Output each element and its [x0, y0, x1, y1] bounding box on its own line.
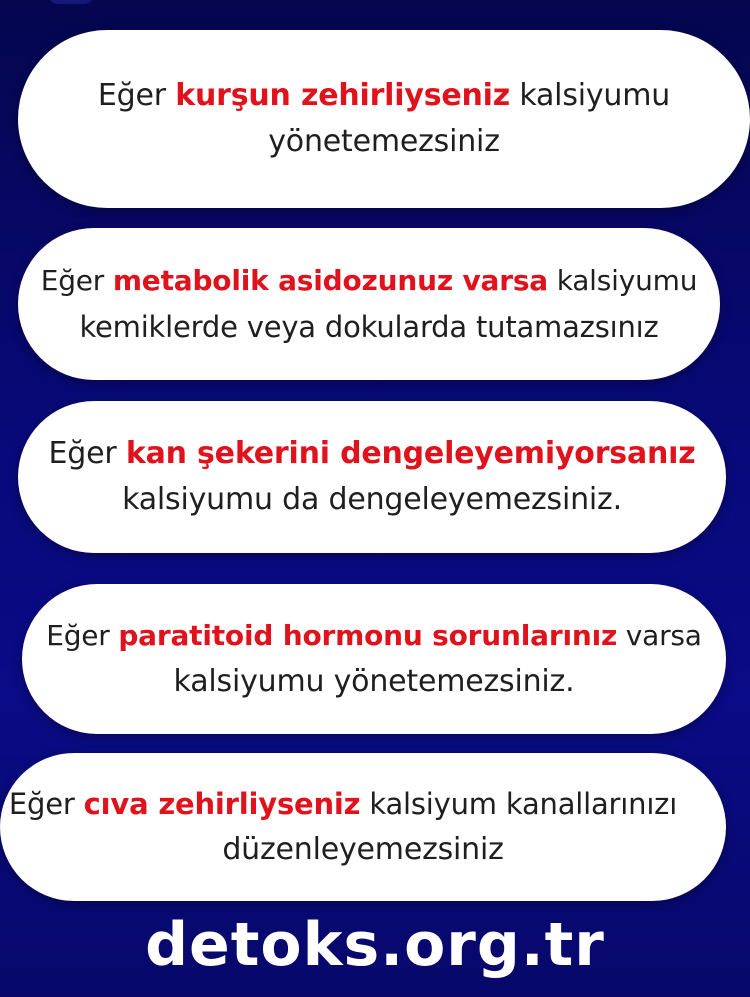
card-highlight: cıva zehirliyseniz [83, 787, 361, 821]
top-decoration [48, 0, 94, 4]
info-card-parathyroid [22, 584, 726, 734]
info-card-metabolic-acidosis [18, 228, 720, 380]
card-line-2: düzenleyemezsiniz [222, 832, 504, 867]
card-line-1 [9, 781, 677, 827]
card-highlight: paratitoid hormonu sorunlarınız [118, 619, 618, 652]
card-prefix: Eğer [40, 264, 113, 297]
card-prefix: Eğer [46, 619, 119, 652]
card-suffix: kalsiyumu [548, 264, 698, 297]
card-highlight: kan şekerini dengeleyemiyorsanız [125, 436, 696, 471]
card-highlight: kurşun zehirliyseniz [175, 78, 511, 113]
card-suffix: kalsiyum kanallarınızı [360, 787, 678, 821]
card-prefix: Eğer [97, 78, 176, 113]
card-highlight: metabolik asidozunuz varsa [112, 264, 548, 297]
card-prefix: Eğer [8, 787, 84, 821]
card-line-2: kalsiyumu yönetemezsiniz. [173, 664, 575, 699]
card-line-1 [98, 73, 670, 119]
card-line-1 [41, 258, 698, 304]
card-line-1 [46, 613, 702, 659]
site-watermark: detoks.org.tr [145, 910, 605, 980]
info-card-lead [18, 30, 750, 208]
info-card-blood-sugar [18, 401, 726, 553]
card-suffix: kalsiyumu [510, 78, 671, 113]
card-line-1 [48, 431, 695, 477]
card-line-2: kemiklerde veya dokularda tutamazsınız [79, 310, 659, 344]
card-line-2: kalsiyumu da dengeleyemezsiniz. [122, 482, 622, 517]
info-card-mercury [0, 753, 726, 901]
card-prefix: Eğer [48, 436, 126, 471]
card-line-2: yönetemezsiniz [268, 124, 500, 159]
card-suffix: varsa [617, 619, 702, 652]
